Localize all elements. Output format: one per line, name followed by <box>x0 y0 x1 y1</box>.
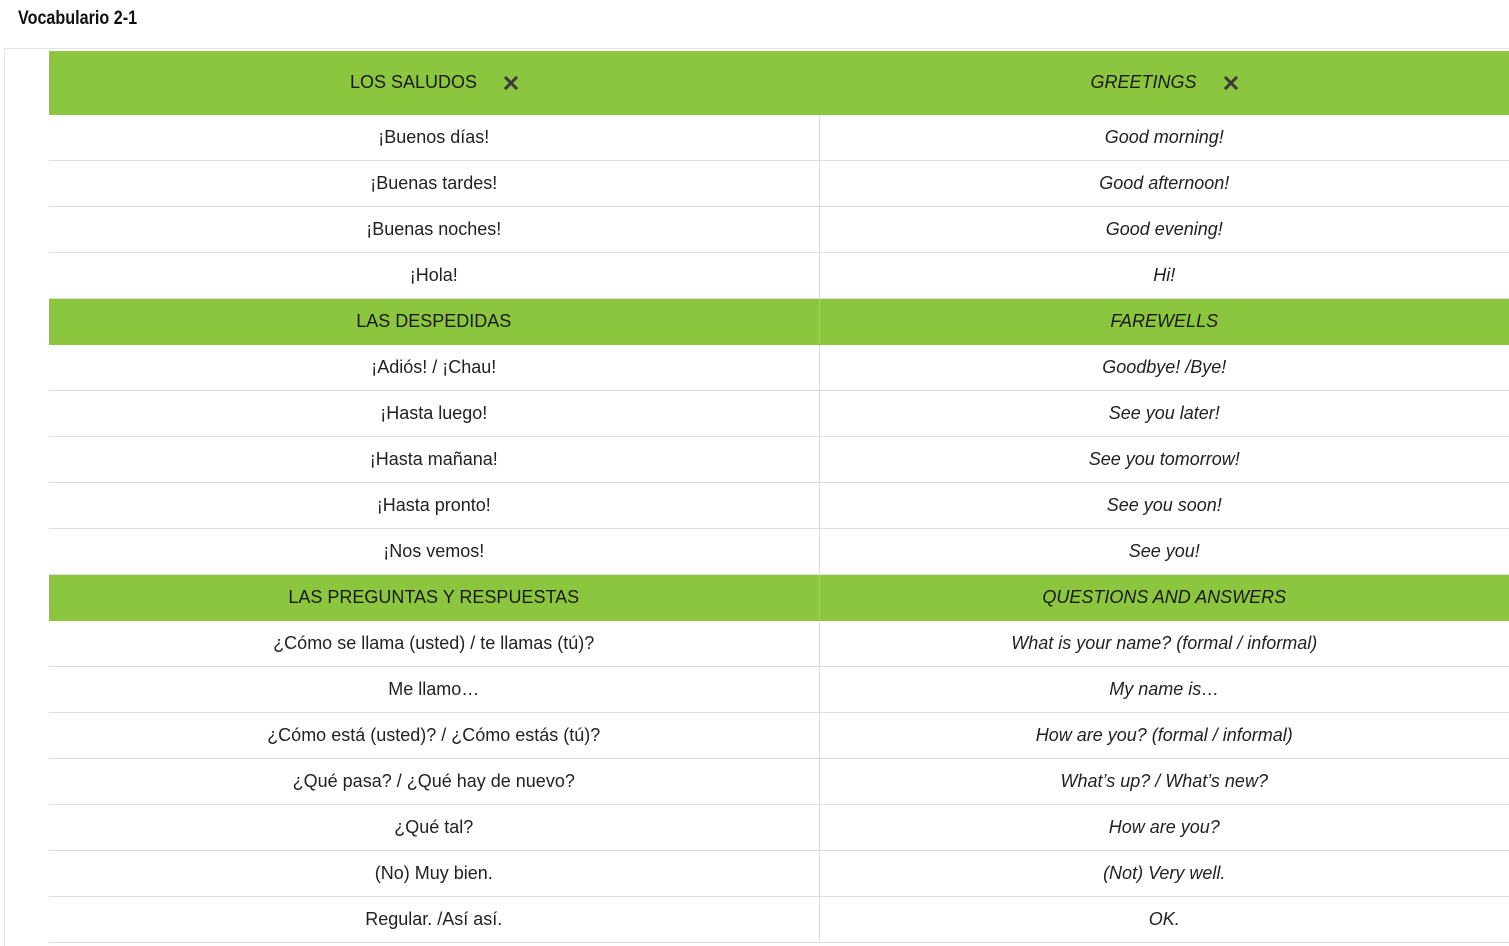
vocabulary-table <box>49 51 1509 943</box>
content-left-border <box>4 48 5 946</box>
column-header-english[interactable] <box>819 51 1509 115</box>
section-header-spanish: LAS DESPEDIDAS <box>49 299 819 345</box>
english-cell: How are you? <box>819 805 1509 851</box>
english-cell: (Not) Very well. <box>819 851 1509 897</box>
table-header-row <box>49 51 1509 115</box>
spanish-cell: ¿Qué pasa? / ¿Qué hay de nuevo? <box>49 759 819 805</box>
title-divider <box>4 48 1509 49</box>
spanish-cell: ¡Hasta luego! <box>49 391 819 437</box>
section-header-spanish: LAS PREGUNTAS Y RESPUESTAS <box>49 575 819 621</box>
english-cell: What is your name? (formal / informal) <box>819 621 1509 667</box>
column-header-spanish[interactable] <box>49 51 819 115</box>
remove-column-english-close-icon[interactable] <box>1224 76 1238 90</box>
spanish-cell: ¿Qué tal? <box>49 805 819 851</box>
english-cell: Hi! <box>819 253 1509 299</box>
english-cell: What’s up? / What’s new? <box>819 759 1509 805</box>
spanish-cell: Regular. /Así así. <box>49 897 819 943</box>
table-row <box>49 621 1509 667</box>
table-row <box>49 851 1509 897</box>
english-cell: Good afternoon! <box>819 161 1509 207</box>
spanish-cell: ¡Buenas noches! <box>49 207 819 253</box>
table-row <box>49 437 1509 483</box>
english-cell: Good evening! <box>819 207 1509 253</box>
spanish-cell: ¡Nos vemos! <box>49 529 819 575</box>
spanish-cell: ¡Buenos días! <box>49 115 819 161</box>
table-row <box>49 759 1509 805</box>
spanish-cell: ¿Cómo está (usted)? / ¿Cómo estás (tú)? <box>49 713 819 759</box>
table-row <box>49 391 1509 437</box>
table-row <box>49 897 1509 943</box>
table-row <box>49 529 1509 575</box>
english-cell: How are you? (formal / informal) <box>819 713 1509 759</box>
section-header-english: FAREWELLS <box>819 299 1509 345</box>
table-row <box>49 483 1509 529</box>
english-cell: See you! <box>819 529 1509 575</box>
spanish-cell: ¡Hasta pronto! <box>49 483 819 529</box>
table-row <box>49 805 1509 851</box>
section-header-row <box>49 299 1509 345</box>
spanish-cell: ¿Cómo se llama (usted) / te llamas (tú)? <box>49 621 819 667</box>
spanish-cell: ¡Buenas tardes! <box>49 161 819 207</box>
table-row <box>49 667 1509 713</box>
english-cell: See you tomorrow! <box>819 437 1509 483</box>
table-row <box>49 713 1509 759</box>
remove-column-spanish-close-icon[interactable] <box>504 76 518 90</box>
table-row <box>49 161 1509 207</box>
english-cell: OK. <box>819 897 1509 943</box>
page-title: Vocabulario 2-1 <box>18 8 138 29</box>
table-row <box>49 207 1509 253</box>
table-row <box>49 115 1509 161</box>
spanish-cell: ¡Hasta mañana! <box>49 437 819 483</box>
english-cell: Good morning! <box>819 115 1509 161</box>
english-cell: Goodbye! /Bye! <box>819 345 1509 391</box>
english-cell: See you soon! <box>819 483 1509 529</box>
spanish-cell: ¡Hola! <box>49 253 819 299</box>
section-header-english: QUESTIONS AND ANSWERS <box>819 575 1509 621</box>
spanish-cell: (No) Muy bien. <box>49 851 819 897</box>
spanish-cell: ¡Adiós! / ¡Chau! <box>49 345 819 391</box>
column-header-english-label: GREETINGS <box>1090 72 1197 93</box>
spanish-cell: Me llamo… <box>49 667 819 713</box>
english-cell: My name is… <box>819 667 1509 713</box>
section-header-row <box>49 575 1509 621</box>
table-row <box>49 253 1509 299</box>
table-row <box>49 345 1509 391</box>
column-header-spanish-label: LOS SALUDOS <box>349 72 478 93</box>
english-cell: See you later! <box>819 391 1509 437</box>
